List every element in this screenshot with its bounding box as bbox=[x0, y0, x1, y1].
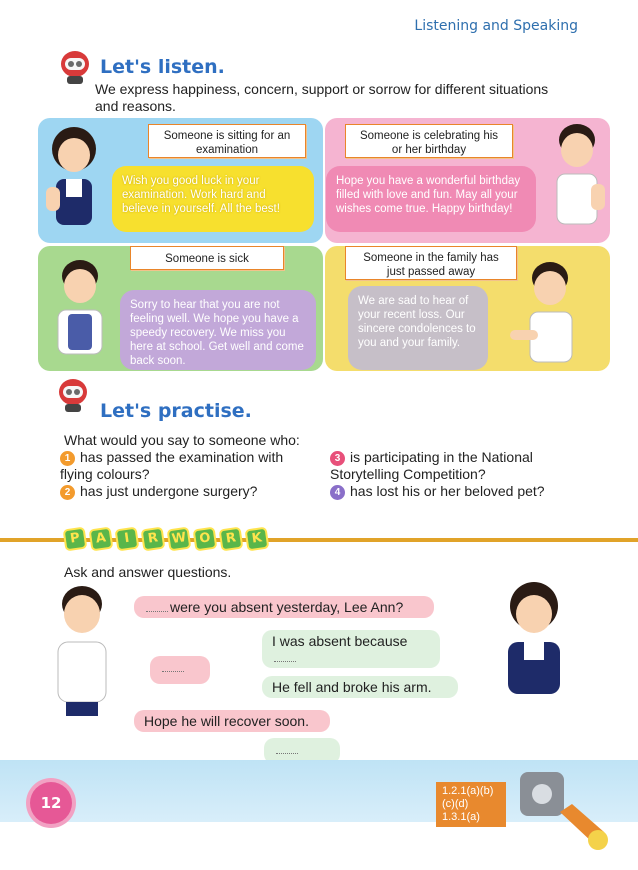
response-bubble-loss: We are sad to hear of your recent loss. Our sincere condolences to you and your family. bbox=[348, 286, 488, 370]
practise-item-text: has passed the examination with flying colours? bbox=[60, 449, 284, 482]
listen-intro-line-2: and reasons. bbox=[95, 98, 176, 114]
number-badge: 4 bbox=[330, 485, 345, 500]
pairwork-letter: P bbox=[63, 527, 88, 552]
reference-line: 1.3.1(a) bbox=[442, 811, 480, 823]
boy-character-icon bbox=[510, 256, 594, 368]
dialogue-line-3 bbox=[262, 676, 458, 698]
response-bubble-sick: Sorry to hear that you are not feeling well. We hope you have a speedy recovery. We miss you here at school. Get well and come back soon. bbox=[120, 290, 316, 370]
robot-mascot-icon bbox=[56, 376, 90, 414]
dialogue-blank bbox=[150, 656, 210, 684]
dialogue-text: I was absent because bbox=[272, 633, 408, 649]
pairwork-letter: R bbox=[141, 527, 166, 552]
boy-character-icon bbox=[545, 120, 609, 232]
pairwork-letter: I bbox=[115, 527, 140, 552]
practise-title: Let's practise. bbox=[100, 400, 252, 422]
number-badge: 1 bbox=[60, 451, 75, 466]
response-bubble-exam: Wish you good luck in your examination. Work hard and believe in yourself. All the best! bbox=[112, 166, 314, 232]
pairwork-letter: R bbox=[219, 527, 244, 552]
section-header: Listening and Speaking bbox=[414, 18, 578, 34]
listen-intro-line-1: We express happiness, concern, support or sorrow for different situations bbox=[95, 81, 549, 97]
practise-item-text: is participating in the National Storytelling Competition? bbox=[330, 449, 533, 482]
pairwork-letter: W bbox=[167, 527, 192, 552]
practise-item-3 bbox=[330, 449, 590, 483]
response-bubble-birthday: Hope you have a wonderful birthday filled with love and fun. May all your wishes come true. Happy birthday! bbox=[326, 166, 536, 232]
robot-mascot-icon bbox=[58, 48, 92, 86]
dialogue-text: were you absent yesterday, Lee Ann? bbox=[170, 599, 404, 615]
blank-pencil-icon bbox=[162, 671, 184, 672]
situation-card-loss: Someone in the family has just passed away bbox=[345, 246, 517, 280]
pairwork-letter: A bbox=[89, 527, 114, 552]
practise-item-text: has just undergone surgery? bbox=[80, 483, 258, 499]
situation-card-birthday: Someone is celebrating his or her birthday bbox=[345, 124, 513, 158]
reference-line: 1.2.1(a)(b)(c)(d) bbox=[442, 785, 494, 810]
number-badge: 2 bbox=[60, 485, 75, 500]
dialogue-text: Hope he will recover soon. bbox=[144, 713, 309, 729]
dialogue-line-1 bbox=[134, 596, 434, 618]
listen-title: Let's listen. bbox=[100, 56, 225, 78]
pairwork-instruction: Ask and answer questions. bbox=[64, 564, 232, 580]
pairwork-letter: K bbox=[245, 527, 270, 552]
dialogue-line-4 bbox=[134, 710, 330, 732]
boy-character-icon bbox=[48, 256, 112, 360]
situation-card-sick: Someone is sick bbox=[130, 246, 284, 270]
practise-item-2 bbox=[60, 483, 290, 500]
page-number: 12 bbox=[30, 782, 72, 824]
boy-character-icon bbox=[44, 580, 120, 720]
practise-item-text: has lost his or her beloved pet? bbox=[350, 483, 545, 499]
situation-card-exam: Someone is sitting for an examination bbox=[148, 124, 306, 158]
practise-item-4 bbox=[330, 483, 590, 500]
dialogue-text: He fell and broke his arm. bbox=[272, 679, 432, 695]
practise-item-1 bbox=[60, 449, 290, 483]
girl-character-icon bbox=[42, 125, 106, 233]
curriculum-reference bbox=[436, 782, 506, 827]
practise-question: What would you say to someone who: bbox=[64, 432, 300, 448]
number-badge: 3 bbox=[330, 451, 345, 466]
girl-character-icon bbox=[496, 580, 572, 700]
robot-decoration-icon bbox=[500, 762, 612, 854]
dialogue-line-2 bbox=[262, 630, 440, 668]
blank-pencil-icon bbox=[274, 661, 296, 662]
blank-pencil-icon bbox=[276, 753, 298, 754]
blank-pencil-icon bbox=[146, 611, 168, 612]
pairwork-letter: O bbox=[193, 527, 218, 552]
